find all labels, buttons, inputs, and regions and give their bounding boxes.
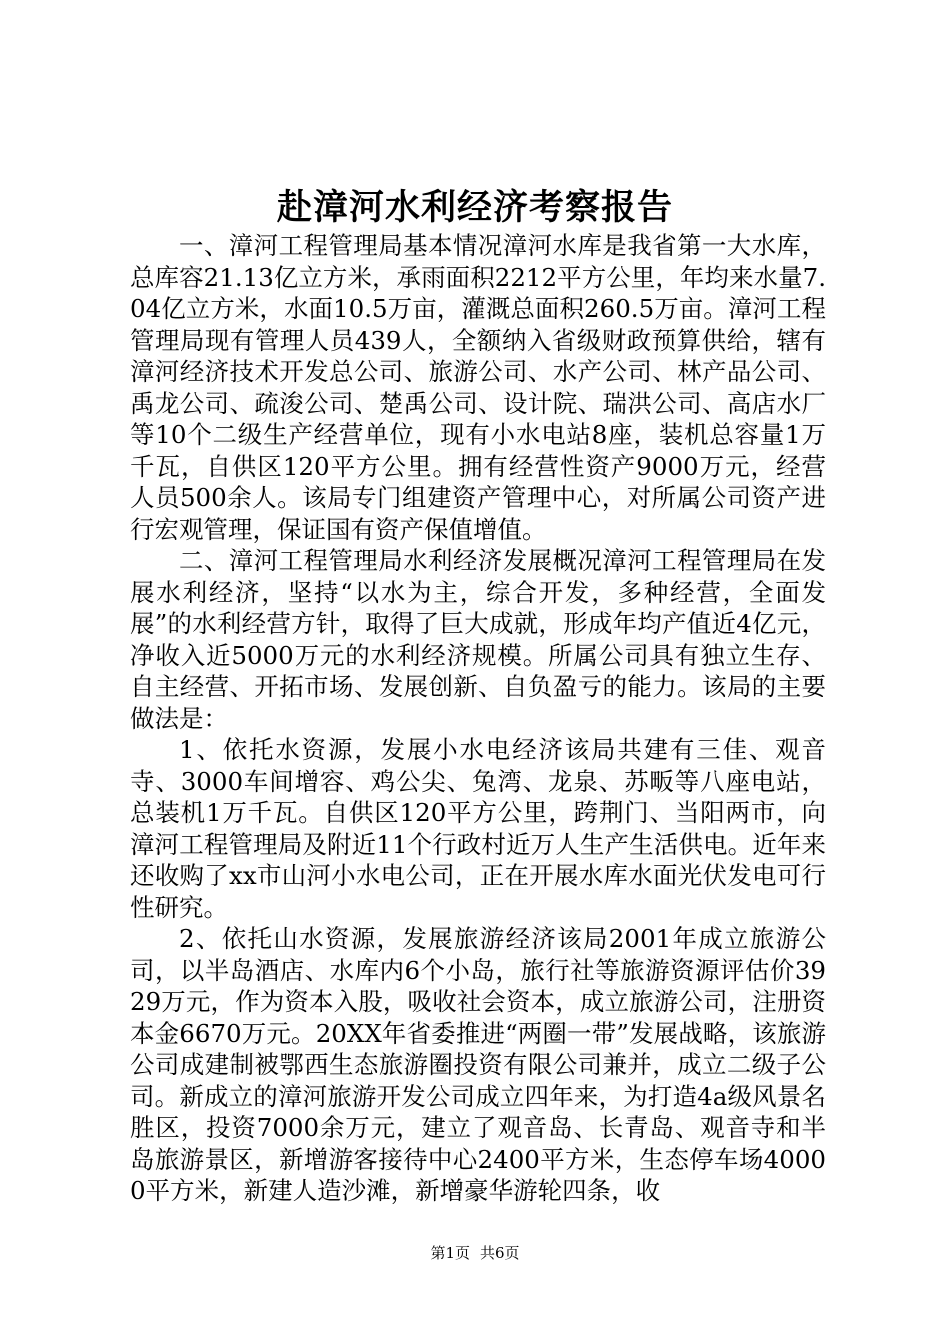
document-title: 赴漳河水利经济考察报告 <box>276 187 673 228</box>
paragraph-hydropower: 1、依托水资源，发展小水电经济该局共建有三佳、观音寺、3000车间增容、鸡公尖、兔湾、龙泉、苏畈等八座电站，总装机1万千瓦。自供区120平方公里，跨荆门、当阳两市，向漳河工程管理局及附近11个行政村近万人生产生活供电。近年来还收购了xx市山河小水电公司，正在开展水库水面光伏发电可行性研究。 <box>130 735 826 922</box>
page-footer <box>0 1242 950 1264</box>
document-body <box>130 230 826 1207</box>
paragraph-tourism: 2、依托山水资源，发展旅游经济该局2001年成立旅游公司，以半岛酒店、水库内6个小岛，旅行社等旅游资源评估价3929万元，作为资本入股，吸收社会资本，成立旅游公司，注册资本金6670万元。20XX年省委推进“两圈一带”发展战略，该旅游公司成建制被鄂西生态旅游圈投资有限公司兼并，成立二级子公司。新成立的漳河旅游开发公司成立四年来，为打造4a级风景名胜区，投资7000余万元，建立了观音岛、长青岛、观音寺和半岛旅游景区，新增游客接待中心2400平方米，生态停车场40000平方米，新建人造沙滩，新增豪华游轮四条，收 <box>130 924 826 1205</box>
page-number: 第1页 <box>430 1244 470 1262</box>
paragraph-economy-overview: 二、漳河工程管理局水利经济发展概况漳河工程管理局在发展水利经济，坚持“以水为主，综合开发，多种经营，全面发展”的水利经营方针，取得了巨大成就，形成年均产值近4亿元，净收入近5000万元的水利经济规模。所属公司具有独立生存、自主经营、开拓市场、发展创新、自负盈亏的能力。该局的主要做法是： <box>130 546 826 733</box>
page-total: 共6页 <box>480 1244 520 1262</box>
paragraph-basic-info: 一、漳河工程管理局基本情况漳河水库是我省第一大水库，总库容21.13亿立方米，承雨面积2212平方公里，年均来水量7.04亿立方米，水面10.5万亩，灌溉总面积260.5万亩。漳河工程管理局现有管理人员439人，全额纳入省级财政预算供给，辖有漳河经济技术开发总公司、旅游公司、水产公司、林产品公司、禹龙公司、疏浚公司、楚禹公司、设计院、瑞洪公司、高店水厂等10个二级生产经营单位，现有小水电站8座，装机总容量1万千瓦，自供区120平方公里。拥有经营性资产9000万元，经营人员500余人。该局专门组建资产管理中心，对所属公司资产进行宏观管理，保证国有资产保值增值。 <box>130 231 826 544</box>
